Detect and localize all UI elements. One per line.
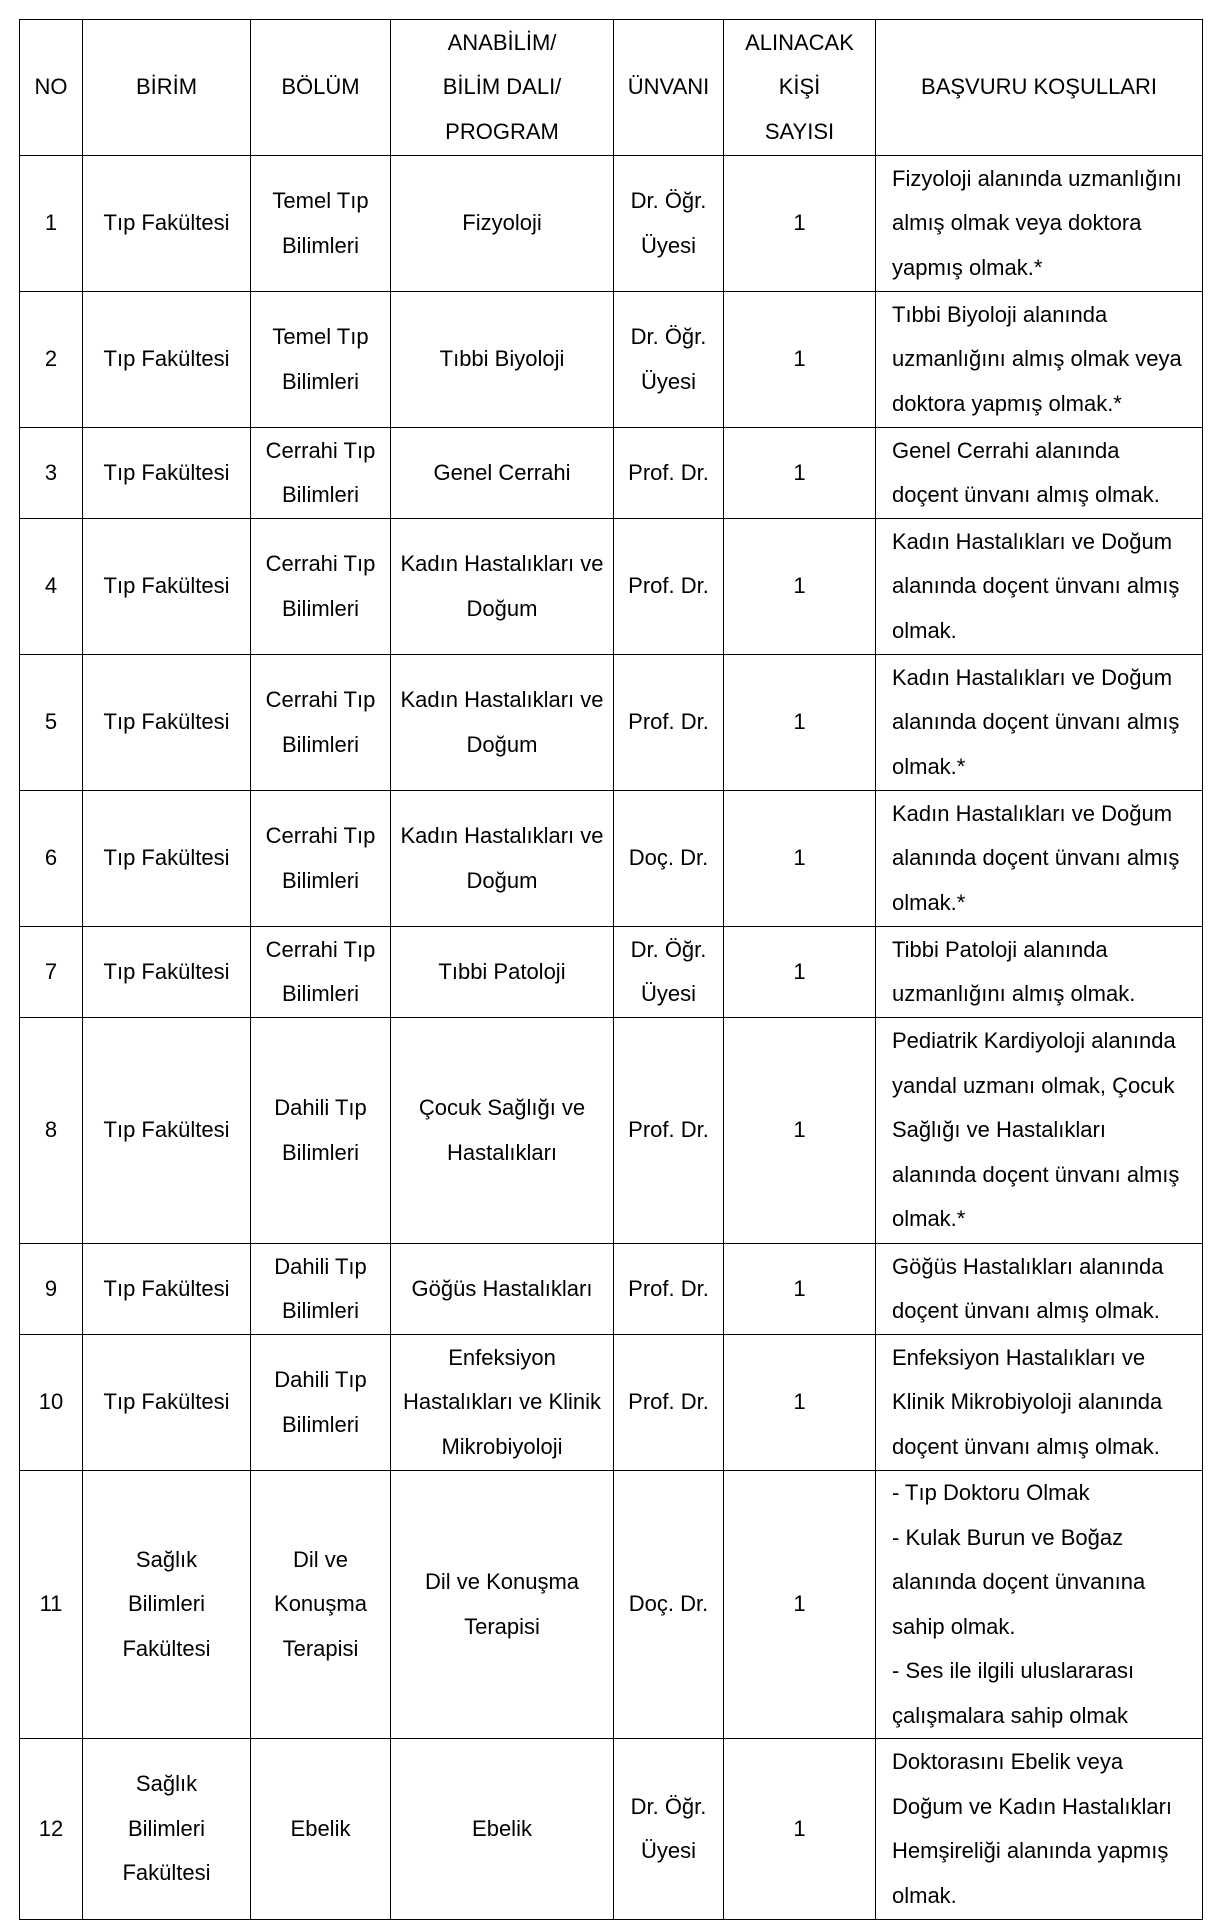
cell-condition <box>876 519 1203 655</box>
cell-birim-line: Fakültesi <box>122 1635 211 1661</box>
header-anabilim-line: BİLİM DALI/ <box>442 74 562 100</box>
cell-birim <box>83 156 251 292</box>
table-row <box>20 428 1203 519</box>
cell-condition-line: alanında doçent ünvanı almış <box>892 573 1180 599</box>
cell-condition-line: alanında doçent ünvanı almış <box>892 845 1180 871</box>
cell-kisi: 1 <box>724 156 876 292</box>
cell-no: 3 <box>20 428 83 519</box>
cell-unvan <box>614 927 724 1018</box>
cell-bolum-line: Cerrahi Tıp <box>265 687 376 712</box>
cell-bolum-line: Cerrahi Tıp <box>265 823 376 848</box>
cell-kisi: 1 <box>724 655 876 791</box>
cell-condition-line: Genel Cerrahi alanında <box>892 437 1120 463</box>
cell-birim-line: Tıp Fakültesi <box>103 573 230 599</box>
cell-condition <box>876 1739 1203 1920</box>
cell-condition <box>876 428 1203 519</box>
cell-anabilim <box>391 292 614 428</box>
cell-bolum-line: Terapisi <box>282 1635 359 1661</box>
cell-no: 9 <box>20 1244 83 1335</box>
cell-anabilim-line: Mikrobiyoloji <box>441 1433 563 1459</box>
cell-condition <box>876 1471 1203 1739</box>
table-row <box>20 519 1203 655</box>
cell-condition-line: Kadın Hastalıkları ve Doğum <box>892 664 1173 690</box>
cell-condition-line: almış olmak veya doktora <box>892 210 1142 236</box>
cell-kisi: 1 <box>724 292 876 428</box>
cell-unvan-line: Prof. Dr. <box>628 709 709 735</box>
cell-bolum <box>251 655 391 791</box>
header-alinacak-line: KİŞİ <box>778 74 821 100</box>
cell-anabilim-line: Fizyoloji <box>462 210 542 236</box>
table-row <box>20 1244 1203 1335</box>
cell-bolum-line: Cerrahi Tıp <box>265 936 376 962</box>
cell-birim-line: Sağlık <box>135 1546 198 1572</box>
cell-condition-line: doçent ünvanı almış olmak. <box>892 1433 1160 1459</box>
cell-kisi: 1 <box>724 1471 876 1739</box>
cell-kisi: 1 <box>724 1739 876 1920</box>
cell-bolum-line: Dahili Tıp <box>274 1367 367 1392</box>
cell-anabilim <box>391 1335 614 1471</box>
cell-bolum <box>251 1244 391 1335</box>
header-alinacak-line: ALINACAK <box>745 29 854 55</box>
cell-unvan-line: Doç. Dr. <box>628 1591 709 1617</box>
cell-anabilim-line: Dil ve Konuşma <box>424 1569 580 1594</box>
table-body <box>20 156 1203 1920</box>
cell-condition <box>876 1018 1203 1244</box>
header-basvuru: BAŞVURU KOŞULLARI <box>876 20 1203 156</box>
cell-condition-line: Klinik Mikrobiyoloji alanında <box>892 1389 1163 1415</box>
header-anabilim-line: ANABİLİM/ <box>447 29 557 55</box>
cell-bolum <box>251 292 391 428</box>
cell-kisi: 1 <box>724 1335 876 1471</box>
cell-birim <box>83 1018 251 1244</box>
cell-anabilim <box>391 1739 614 1920</box>
cell-bolum <box>251 428 391 519</box>
cell-condition <box>876 292 1203 428</box>
cell-bolum <box>251 1471 391 1739</box>
cell-condition-line: doçent ünvanı almış olmak. <box>892 482 1160 507</box>
cell-anabilim <box>391 519 614 655</box>
cell-birim <box>83 1335 251 1471</box>
cell-condition-line: Kadın Hastalıkları ve Doğum <box>892 528 1173 554</box>
header-bolum: BÖLÜM <box>251 20 391 156</box>
cell-anabilim-line: Genel Cerrahi <box>433 459 571 485</box>
cell-birim <box>83 655 251 791</box>
cell-bolum-line: Bilimleri <box>282 1298 359 1323</box>
cell-anabilim-line: Tıbbi Patoloji <box>438 958 566 984</box>
cell-bolum-line: Bilimleri <box>282 867 359 893</box>
cell-unvan-line: Prof. Dr. <box>628 1275 709 1301</box>
cell-condition-line: Tıbbi Biyoloji alanında <box>892 301 1108 327</box>
cell-anabilim-line: Tıbbi Biyoloji <box>439 346 565 372</box>
cell-kisi: 1 <box>724 927 876 1018</box>
cell-condition-line: Doktorasını Ebelik veya <box>892 1749 1124 1774</box>
cell-kisi: 1 <box>724 1244 876 1335</box>
cell-unvan <box>614 1739 724 1920</box>
cell-unvan-line: Üyesi <box>640 232 696 258</box>
cell-condition <box>876 791 1203 927</box>
cell-bolum-line: Cerrahi Tıp <box>265 551 376 576</box>
cell-anabilim-line: Doğum <box>466 867 538 893</box>
cell-unvan-line: Dr. Öğr. <box>630 1793 707 1819</box>
cell-condition-line: Sağlığı ve Hastalıkları <box>892 1117 1106 1143</box>
table-row <box>20 1335 1203 1471</box>
cell-anabilim-line: Hastalıkları <box>446 1139 558 1165</box>
cell-kisi: 1 <box>724 428 876 519</box>
cell-unvan-line: Üyesi <box>640 1838 696 1863</box>
cell-bolum-line: Bilimleri <box>282 595 359 621</box>
cell-birim-line: Tıp Fakültesi <box>103 1275 230 1301</box>
cell-condition-line: yapmış olmak.* <box>892 254 1043 280</box>
cell-bolum <box>251 1018 391 1244</box>
header-anabilim <box>391 20 614 156</box>
table-row <box>20 791 1203 927</box>
cell-unvan <box>614 655 724 791</box>
cell-condition-line: - Tıp Doktoru Olmak <box>892 1480 1090 1505</box>
cell-unvan-line: Üyesi <box>640 981 696 1006</box>
cell-condition-line: yandal uzmanı olmak, Çocuk <box>892 1072 1175 1098</box>
cell-no: 6 <box>20 791 83 927</box>
cell-condition-line: olmak. <box>892 617 957 643</box>
cell-anabilim <box>391 1018 614 1244</box>
cell-anabilim-line: Ebelik <box>472 1815 532 1841</box>
cell-birim-line: Tıp Fakültesi <box>103 709 230 735</box>
cell-unvan-line: Dr. Öğr. <box>630 188 707 213</box>
cell-condition-line: Tibbi Patoloji alanında <box>892 936 1108 962</box>
cell-birim-line: Tıp Fakültesi <box>103 845 230 871</box>
cell-anabilim-line: Enfeksiyon <box>448 1344 556 1370</box>
cell-kisi: 1 <box>724 1018 876 1244</box>
cell-anabilim-line: Hastalıkları ve Klinik <box>402 1389 602 1415</box>
cell-condition-line: doktora yapmış olmak.* <box>892 390 1122 416</box>
cell-condition-line: çalışmalara sahip olmak <box>892 1702 1128 1728</box>
cell-bolum <box>251 927 391 1018</box>
cell-anabilim <box>391 428 614 519</box>
cell-condition-line: alanında doçent ünvanı almış <box>892 1161 1180 1187</box>
cell-bolum-line: Bilimleri <box>282 981 359 1006</box>
cell-anabilim-line: Çocuk Sağlığı ve <box>418 1095 586 1120</box>
cell-unvan-line: Prof. Dr. <box>628 1117 709 1143</box>
cell-bolum-line: Temel Tıp <box>272 324 369 349</box>
cell-condition-line: uzmanlığını almış olmak. <box>892 981 1136 1006</box>
cell-unvan-line: Dr. Öğr. <box>630 324 707 349</box>
table-row <box>20 1018 1203 1244</box>
cell-condition-line: olmak. <box>892 1882 957 1908</box>
cell-condition-line: Kadın Hastalıkları ve Doğum <box>892 800 1173 826</box>
cell-condition <box>876 1244 1203 1335</box>
cell-condition-line: Pediatrik Kardiyoloji alanında <box>892 1028 1176 1054</box>
cell-anabilim <box>391 1471 614 1739</box>
cell-unvan-line: Üyesi <box>640 368 696 394</box>
cell-birim <box>83 927 251 1018</box>
cell-bolum-line: Ebelik <box>290 1815 351 1841</box>
cell-birim-line: Sağlık <box>135 1771 198 1797</box>
cell-no: 1 <box>20 156 83 292</box>
cell-unvan-line: Prof. Dr. <box>628 573 709 599</box>
cell-condition-line: olmak.* <box>892 753 966 779</box>
cell-birim <box>83 292 251 428</box>
cell-bolum-line: Bilimleri <box>282 368 359 394</box>
cell-bolum-line: Bilimleri <box>282 1411 359 1437</box>
cell-no: 10 <box>20 1335 83 1471</box>
cell-unvan-line: Prof. Dr. <box>628 459 709 485</box>
cell-condition-line: olmak.* <box>892 889 966 915</box>
header-alinacak-line: SAYISI <box>764 118 835 144</box>
cell-unvan <box>614 428 724 519</box>
cell-birim-line: Tıp Fakültesi <box>103 459 230 485</box>
cell-birim-line: Bilimleri <box>128 1815 205 1841</box>
cell-no: 7 <box>20 927 83 1018</box>
cell-no: 11 <box>20 1471 83 1739</box>
cell-condition-line: Fizyoloji alanında uzmanlığını <box>892 165 1182 191</box>
cell-bolum-line: Dahili Tıp <box>274 1095 367 1120</box>
cell-condition-line: alanında doçent ünvanı almış <box>892 709 1180 735</box>
cell-anabilim-line: Kadın Hastalıkları ve <box>400 551 604 576</box>
header-birim: BİRİM <box>83 20 251 156</box>
cell-condition <box>876 156 1203 292</box>
cell-bolum <box>251 519 391 655</box>
cell-bolum-line: Cerrahi Tıp <box>265 437 376 463</box>
cell-birim-line: Tıp Fakültesi <box>103 346 230 372</box>
position-table <box>19 19 1203 1920</box>
cell-condition-line: Hemşireliği alanında yapmış <box>892 1838 1169 1863</box>
cell-bolum <box>251 156 391 292</box>
cell-birim <box>83 1244 251 1335</box>
cell-anabilim <box>391 156 614 292</box>
cell-unvan <box>614 1244 724 1335</box>
cell-no: 8 <box>20 1018 83 1244</box>
cell-condition-line: Doğum ve Kadın Hastalıkları <box>892 1793 1173 1819</box>
header-alinacak <box>724 20 876 156</box>
cell-condition-line: doçent ünvanı almış olmak. <box>892 1298 1160 1323</box>
cell-bolum-line: Bilimleri <box>282 482 359 507</box>
cell-anabilim <box>391 927 614 1018</box>
cell-unvan-line: Dr. Öğr. <box>630 936 707 962</box>
cell-condition-line: olmak.* <box>892 1206 966 1232</box>
table-row <box>20 156 1203 292</box>
cell-bolum-line: Konuşma <box>274 1591 367 1617</box>
table-row <box>20 927 1203 1018</box>
cell-kisi: 1 <box>724 519 876 655</box>
cell-birim-line: Tıp Fakültesi <box>103 1117 230 1143</box>
cell-bolum-line: Bilimleri <box>282 232 359 258</box>
cell-no: 4 <box>20 519 83 655</box>
cell-bolum <box>251 1739 391 1920</box>
header-unvani: ÜNVANI <box>614 20 724 156</box>
cell-anabilim-line: Terapisi <box>464 1613 540 1639</box>
cell-unvan <box>614 1471 724 1739</box>
cell-birim <box>83 428 251 519</box>
cell-anabilim-line: Kadın Hastalıkları ve <box>400 823 604 848</box>
cell-condition-line: uzmanlığını almış olmak veya <box>892 346 1182 372</box>
cell-unvan-line: Doç. Dr. <box>628 845 709 871</box>
table-row <box>20 655 1203 791</box>
cell-condition-line: alanında doçent ünvanına <box>892 1569 1146 1594</box>
cell-anabilim <box>391 655 614 791</box>
cell-unvan <box>614 156 724 292</box>
cell-no: 5 <box>20 655 83 791</box>
table-row <box>20 1739 1203 1920</box>
cell-unvan <box>614 1335 724 1471</box>
cell-anabilim-line: Doğum <box>466 595 538 621</box>
cell-kisi: 1 <box>724 791 876 927</box>
cell-anabilim <box>391 791 614 927</box>
cell-bolum-line: Dahili Tıp <box>274 1253 367 1279</box>
cell-unvan <box>614 791 724 927</box>
cell-anabilim <box>391 1244 614 1335</box>
cell-condition <box>876 927 1203 1018</box>
header-no: NO <box>20 20 83 156</box>
table-row <box>20 1471 1203 1739</box>
cell-birim <box>83 519 251 655</box>
table-row <box>20 292 1203 428</box>
header-anabilim-line: PROGRAM <box>445 118 559 144</box>
cell-anabilim-line: Göğüs Hastalıkları <box>411 1275 593 1301</box>
cell-bolum-line: Dil ve <box>292 1546 348 1572</box>
cell-birim-line: Tıp Fakültesi <box>103 210 230 236</box>
cell-anabilim-line: Kadın Hastalıkları ve <box>400 687 604 712</box>
cell-birim-line: Bilimleri <box>128 1591 205 1617</box>
cell-condition-line: - Ses ile ilgili uluslararası <box>892 1658 1135 1683</box>
cell-condition-line: Göğüs Hastalıkları alanında <box>892 1253 1164 1279</box>
cell-condition <box>876 655 1203 791</box>
cell-condition <box>876 1335 1203 1471</box>
cell-birim-line: Tıp Fakültesi <box>103 1389 230 1415</box>
cell-unvan <box>614 1018 724 1244</box>
cell-bolum-line: Bilimleri <box>282 731 359 757</box>
header-row <box>20 20 1203 156</box>
cell-bolum <box>251 1335 391 1471</box>
cell-bolum-line: Temel Tıp <box>272 188 369 213</box>
cell-birim <box>83 791 251 927</box>
cell-unvan <box>614 519 724 655</box>
cell-bolum-line: Bilimleri <box>282 1139 359 1165</box>
cell-bolum <box>251 791 391 927</box>
cell-birim <box>83 1739 251 1920</box>
cell-unvan <box>614 292 724 428</box>
cell-condition-line: sahip olmak. <box>892 1613 1016 1639</box>
cell-condition-line: Enfeksiyon Hastalıkları ve <box>892 1344 1146 1370</box>
cell-anabilim-line: Doğum <box>466 731 538 757</box>
cell-no: 2 <box>20 292 83 428</box>
cell-birim-line: Fakültesi <box>122 1860 211 1886</box>
cell-birim <box>83 1471 251 1739</box>
cell-birim-line: Tıp Fakültesi <box>103 958 230 984</box>
cell-condition-line: - Kulak Burun ve Boğaz <box>892 1524 1124 1550</box>
cell-unvan-line: Prof. Dr. <box>628 1389 709 1415</box>
cell-no: 12 <box>20 1739 83 1920</box>
